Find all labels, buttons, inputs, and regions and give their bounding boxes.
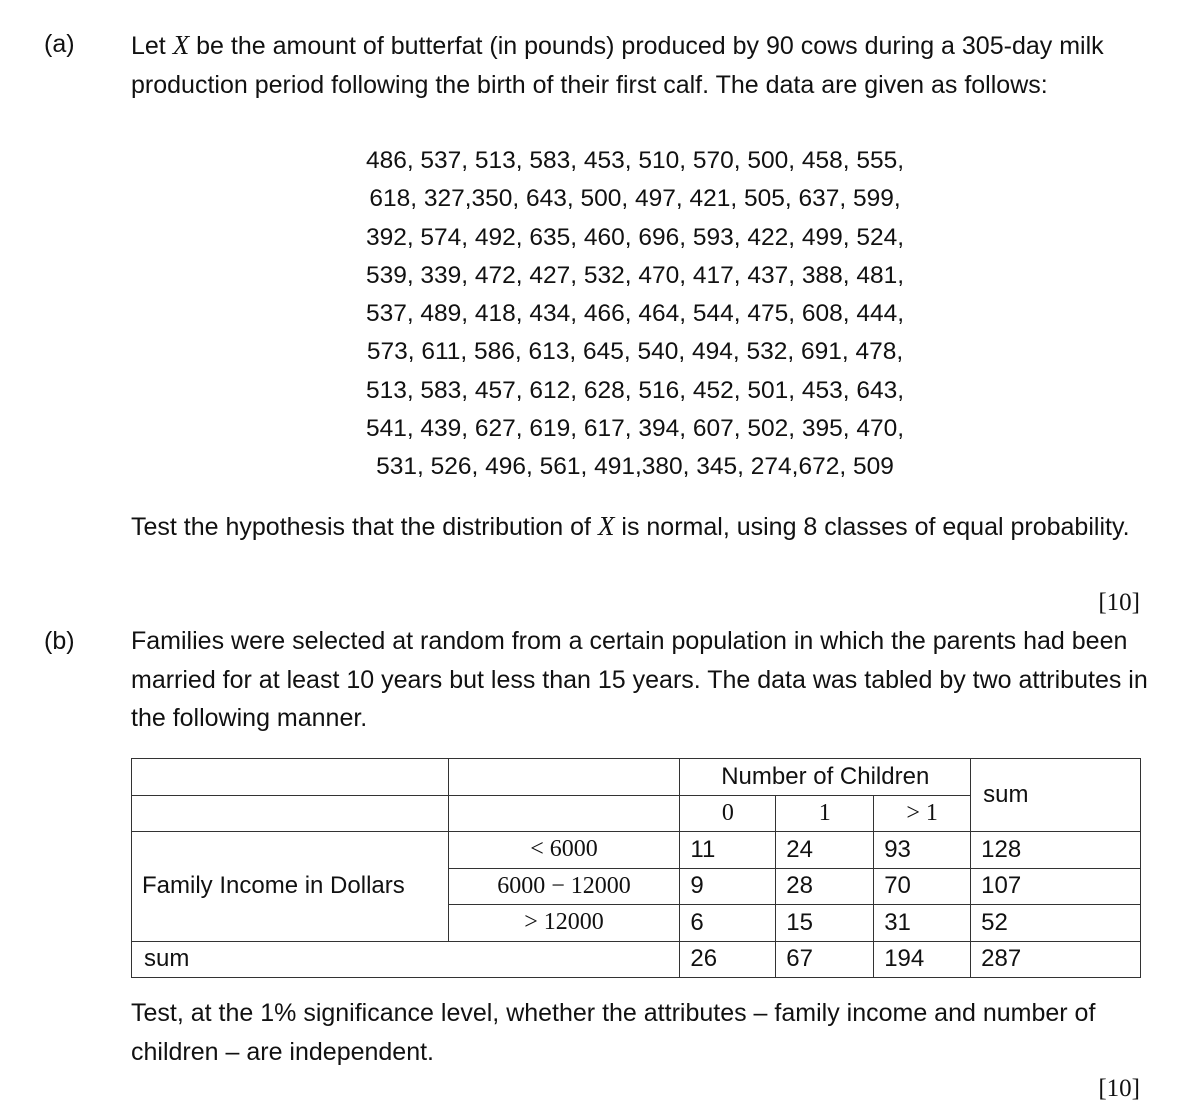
sum-row-label: sum (132, 941, 680, 978)
table-cell: 15 (776, 905, 874, 942)
col-group-header: Number of Children (680, 759, 971, 796)
data-line: 486, 537, 513, 583, 453, 510, 570, 500, 458, 555, (365, 147, 905, 174)
table-cell: 28 (776, 868, 874, 905)
table-cell: 6 (680, 905, 776, 942)
data-line: 618, 327,350, 643, 500, 497, 421, 505, 637, 599, (369, 185, 901, 213)
table-cell: 11 (680, 832, 776, 869)
grand-total: 287 (971, 941, 1141, 978)
row-sum: 107 (971, 868, 1141, 905)
part-a-test-end: is normal, using 8 classes of equal probability. (614, 513, 1130, 541)
empty-cell (132, 795, 449, 832)
data-line: 513, 583, 457, 612, 628, 516, 452, 501, 453, 643, (365, 376, 905, 404)
empty-cell (132, 905, 449, 942)
table-cell: 24 (776, 832, 874, 869)
sum-header: sum (971, 759, 1141, 832)
data-line: 573, 611, 586, 613, 645, 540, 494, 532, 691, 478, (366, 338, 904, 366)
part-b-intro: Families were selected at random from a certain population in which the parents had been married for at least 10 years but less than 15 years. The data was tabled by two attributes in the following manner. (131, 627, 1148, 732)
row-label: > 12000 (448, 905, 680, 942)
row-sum: 128 (971, 832, 1141, 869)
empty-cell (132, 759, 449, 796)
empty-cell (132, 832, 449, 869)
part-b-label: (b) (44, 627, 75, 655)
col-sum: 67 (776, 941, 874, 978)
variable-x: X (597, 511, 615, 541)
empty-cell (448, 795, 680, 832)
data-line: 539, 339, 472, 427, 532, 470, 417, 437, 388, 481, (365, 261, 905, 289)
part-a-label: (a) (44, 30, 75, 58)
table-cell: 93 (874, 832, 971, 869)
data-line: 392, 574, 492, 635, 460, 696, 593, 422, 499, 524, (365, 223, 905, 251)
col-sum: 26 (680, 941, 776, 978)
row-sum: 52 (971, 905, 1141, 942)
col-header: 1 (776, 795, 874, 832)
col-header: > 1 (874, 795, 971, 832)
part-b-test: Test, at the 1% significance level, whether the attributes – family income and number of children – are independent. (131, 999, 1096, 1066)
part-a-test-start: Test the hypothesis that the distribution of (131, 513, 598, 541)
table-cell: 9 (680, 868, 776, 905)
data-line: 537, 489, 418, 434, 466, 464, 544, 475, 608, 444, (365, 300, 905, 328)
part-a-marks: [10] (1098, 589, 1140, 616)
data-line: 531, 526, 496, 561, 491,380, 345, 274,672, 509 (376, 453, 894, 481)
table-cell: 70 (874, 868, 971, 905)
row-group-header: Family Income in Dollars (132, 868, 449, 905)
row-label: 6000 − 12000 (448, 868, 680, 905)
part-a-test (131, 507, 1151, 547)
butterfat-data (300, 142, 970, 487)
part-a-intro (131, 26, 1151, 104)
row-label: < 6000 (448, 832, 680, 869)
col-header: 0 (680, 795, 776, 832)
table-cell: 31 (874, 905, 971, 942)
part-a-intro-start: Let (131, 32, 173, 60)
data-line: 541, 439, 627, 619, 617, 394, 607, 502, 395, 470, (365, 415, 905, 443)
part-b-marks: [10] (1098, 1075, 1140, 1102)
part-a-intro-end: be the amount of butterfat (in pounds) produced by 90 cows during a 305-day milk production period following the birth of their first calf. The data are given as follows: (131, 32, 1104, 99)
col-sum: 194 (874, 941, 971, 978)
empty-cell (448, 759, 680, 796)
contingency-table (131, 758, 1141, 978)
variable-x: X (172, 30, 190, 60)
